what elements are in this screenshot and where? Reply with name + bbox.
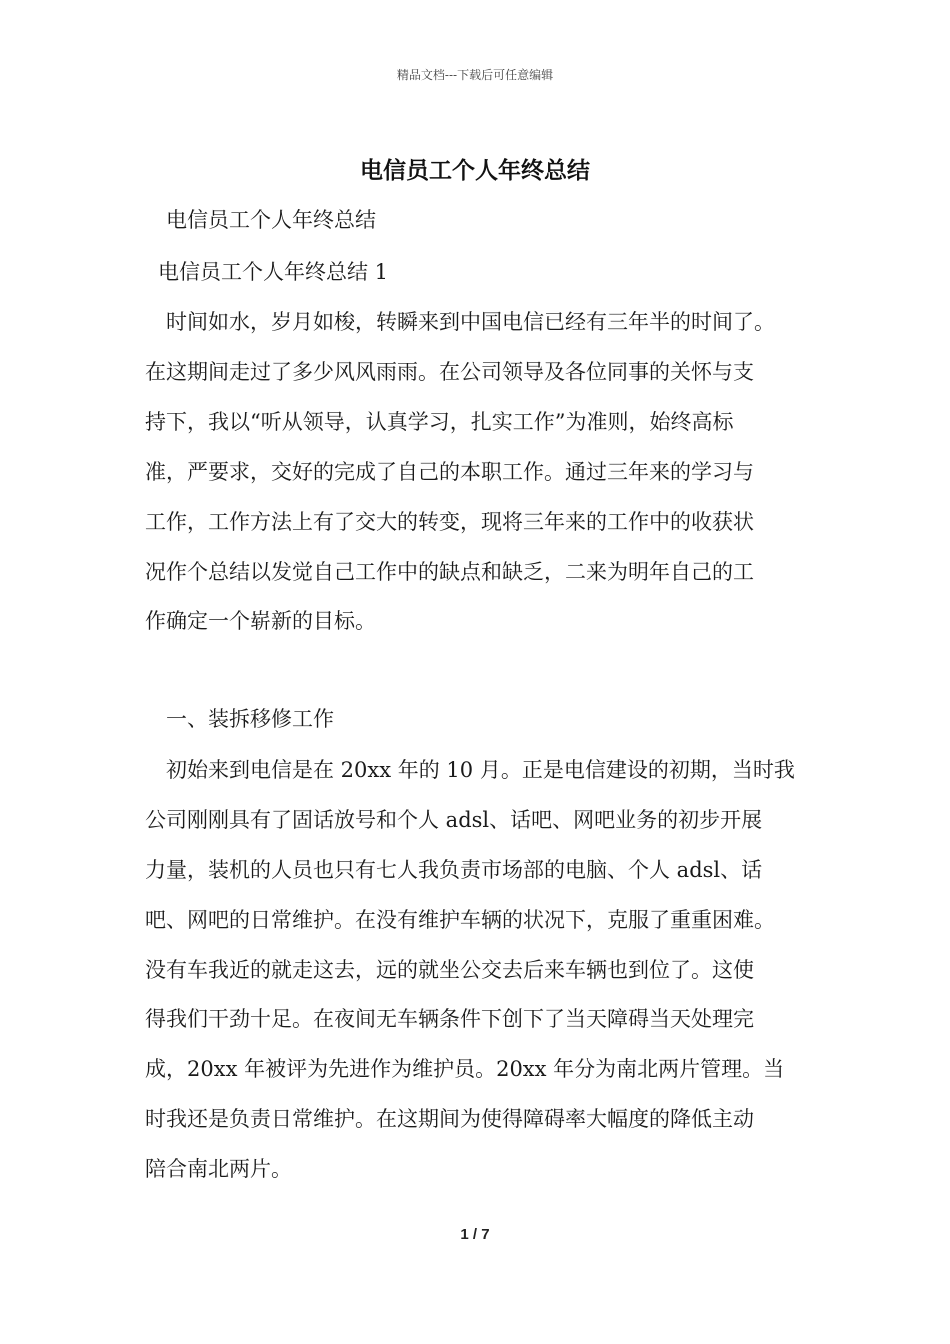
paragraph-line: 初始来到电信是在 20xx 年的 10 月。正是电信建设的初期，当时我 — [166, 758, 795, 782]
page-indicator: 1 / 7 — [460, 1226, 490, 1243]
paragraph-line: 工作，工作方法上有了交大的转变，现将三年来的工作中的收获状 — [145, 510, 754, 534]
paragraph-line: 得我们干劲十足。在夜间无车辆条件下创下了当天障碍当天处理完 — [145, 1007, 754, 1031]
paragraph-line: 况作个总结以发觉自己工作中的缺点和缺乏，二来为明年自己的工 — [145, 560, 754, 584]
section-heading-2: 一、装拆移修工作 — [166, 707, 334, 731]
section-heading-1: 电信员工个人年终总结 1 — [158, 260, 389, 284]
paragraph-line: 时我还是负责日常维护。在这期间为使得障碍率大幅度的降低主动 — [145, 1107, 754, 1131]
paragraph-line: 持下，我以“听从领导，认真学习，扎实工作”为准则，始终高标 — [145, 410, 734, 434]
paragraph-line: 时间如水，岁月如梭，转瞬来到中国电信已经有三年半的时间了。 — [166, 310, 775, 334]
paragraph-line: 吧、网吧的日常维护。在没有维护车辆的状况下，克服了重重困难。 — [145, 908, 775, 932]
paragraph-line: 作确定一个崭新的目标。 — [145, 609, 376, 633]
paragraph-line: 准，严要求，交好的完成了自己的本职工作。通过三年来的学习与 — [145, 460, 754, 484]
paragraph-line: 公司刚刚具有了固话放号和个人 adsl、话吧、网吧业务的初步开展 — [145, 808, 763, 832]
paragraph-line: 成，20xx 年被评为先进作为维护员。20xx 年分为南北两片管理。当 — [145, 1057, 785, 1081]
paragraph-line: 在这期间走过了多少风风雨雨。在公司领导及各位同事的关怀与支 — [145, 360, 754, 384]
page-header-note: 精品文档---下载后可任意编辑 — [396, 68, 554, 82]
subtitle-line: 电信员工个人年终总结 — [166, 208, 376, 232]
paragraph-line: 力量，装机的人员也只有七人我负责市场部的电脑、个人 adsl、话 — [145, 858, 763, 882]
paragraph-line: 陪合南北两片。 — [145, 1157, 292, 1181]
document-title: 电信员工个人年终总结 — [360, 157, 590, 184]
paragraph-line: 没有车我近的就走这去，远的就坐公交去后来车辆也到位了。这使 — [145, 958, 754, 982]
